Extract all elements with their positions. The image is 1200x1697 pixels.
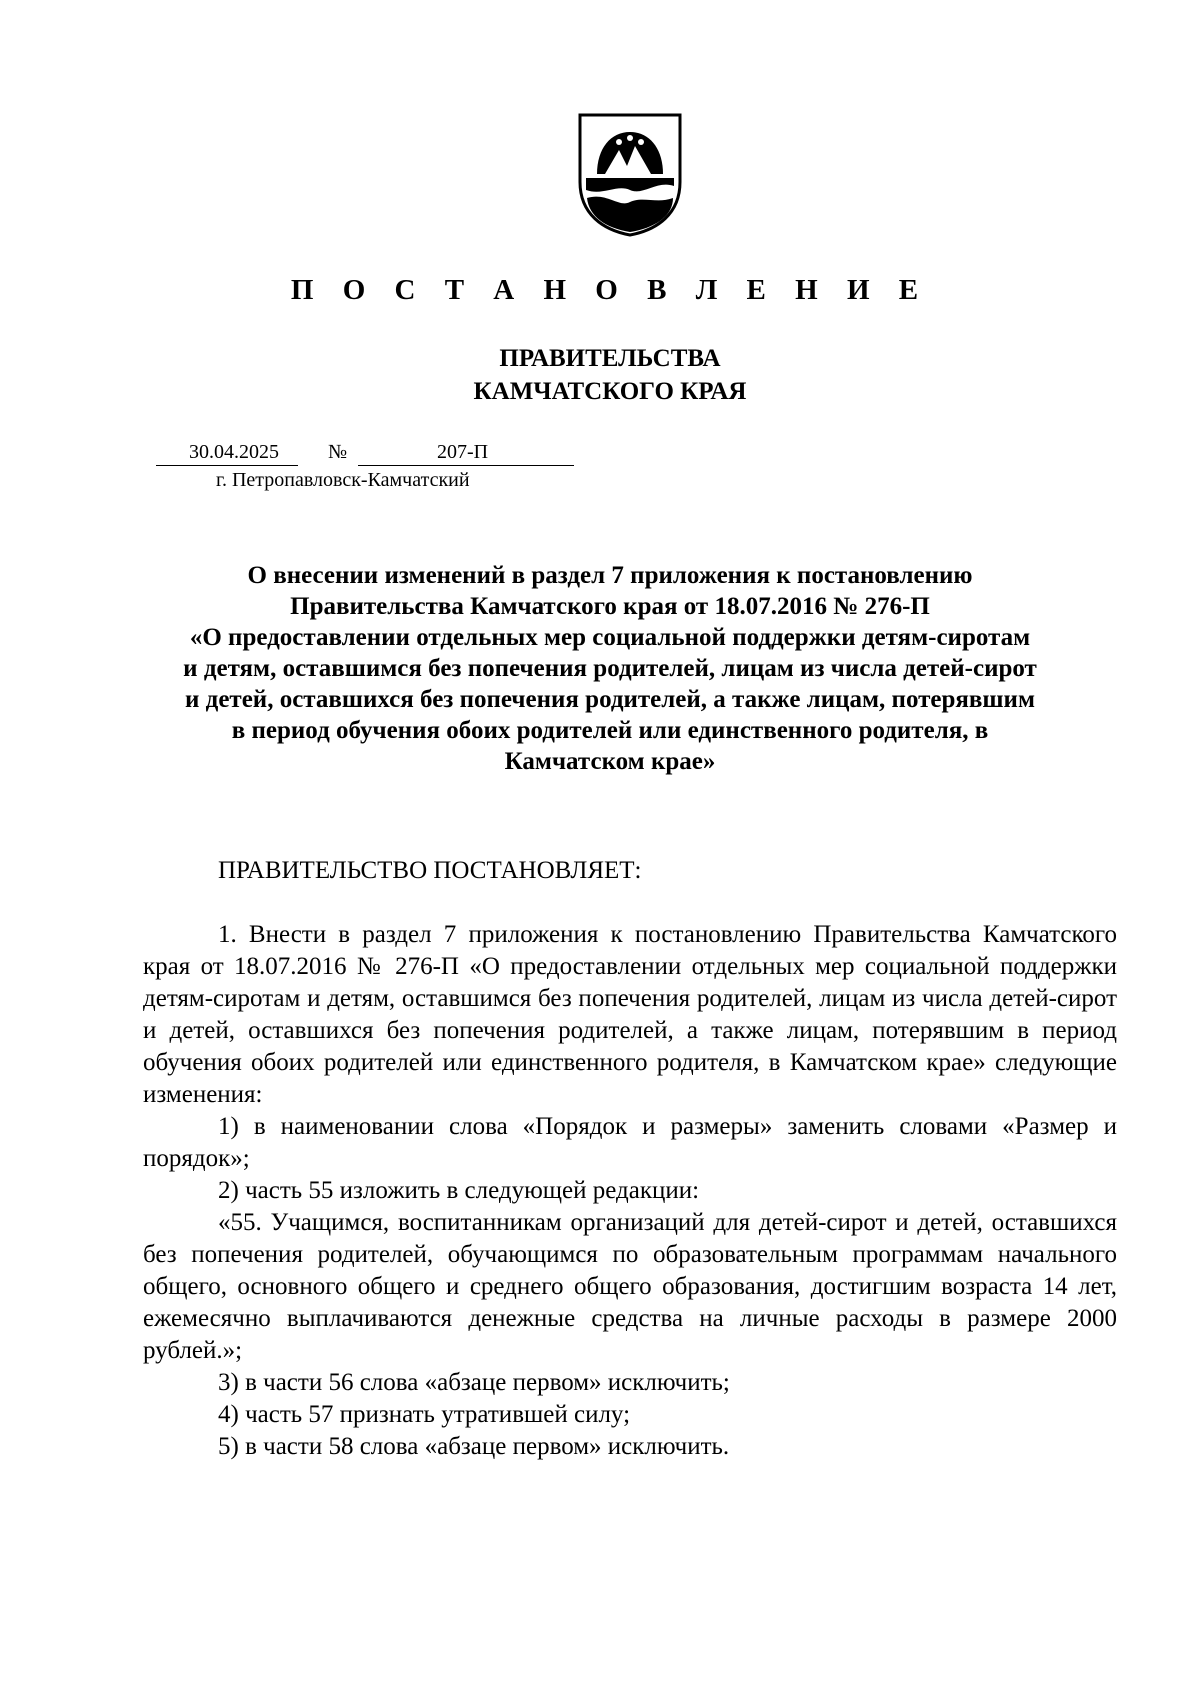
title-line: О внесении изменений в раздел 7 приложения к постановлению <box>247 562 973 589</box>
body-paragraph: «55. Учащимся, воспитанникам организаций для детей-сирот и детей, оставшихся без попечения родителей, обучающимся по образовательным программам начального общего, основного общего и среднего общего образования, достигшим возраста 14 лет, ежемесячно выплачиваются денежные средства на личные расходы в размере 2000 рублей.»; <box>143 1209 1117 1364</box>
issuer-line-1: ПРАВИТЕЛЬСТВА <box>499 345 721 372</box>
document-type-heading: П О С Т А Н О В Л Е Н И Е <box>290 274 930 306</box>
document-body <box>143 919 1117 1463</box>
preamble: ПРАВИТЕЛЬСТВО ПОСТАНОВЛЯЕТ: <box>218 857 642 884</box>
body-paragraph: 2) часть 55 изложить в следующей редакции: <box>218 1177 700 1204</box>
body-paragraph: 4) часть 57 признать утратившей силу; <box>218 1401 631 1428</box>
body-paragraph: 1) в наименовании слова «Порядок и размеры» заменить словами «Размер и порядок»; <box>143 1113 1117 1172</box>
coat-of-arms-emblem <box>577 112 683 237</box>
body-paragraph: 1. Внести в раздел 7 приложения к постановлению Правительства Камчатского края от 18.07.2016 № 276-П «О предоставлении отдельных мер социальной поддержки детям-сиротам и детям, оставшимся без попечения родителей, лицам из числа детей-сирот и детей, оставшихся без попечения родителей, а также лицам, потерявшим в период обучения обоих родителей или единственного родителя, в Камчатском крае» следующие изменения: <box>143 921 1117 1108</box>
title-line: «О предоставлении отдельных мер социальной поддержки детям-сиротам <box>189 624 1031 651</box>
body-paragraph: 5) в части 58 слова «абзаце первом» исключить. <box>218 1433 730 1460</box>
body-paragraph: 3) в части 56 слова «абзаце первом» исключить; <box>218 1369 730 1396</box>
issuer-line-2: КАМЧАТСКОГО КРАЯ <box>473 378 747 405</box>
title-line: Камчатском крае» <box>504 748 716 775</box>
title-line: Правительства Камчатского края от 18.07.2016 № 276-П <box>290 593 930 620</box>
title-line: в период обучения обоих родителей или единственного родителя, в <box>231 717 989 744</box>
document-title <box>0 560 1200 777</box>
city-line: г. Петропавловск-Камчатский <box>216 469 470 491</box>
document-date: 30.04.2025 <box>189 441 279 463</box>
issuer-heading <box>0 342 1200 408</box>
title-line: и детей, оставшихся без попечения родителей, а также лицам, потерявшим <box>185 686 1035 713</box>
title-line: и детям, оставшимся без попечения родителей, лицам из числа детей-сирот <box>183 655 1037 682</box>
number-sign: № <box>328 441 348 463</box>
document-number: 207-П <box>437 441 489 463</box>
